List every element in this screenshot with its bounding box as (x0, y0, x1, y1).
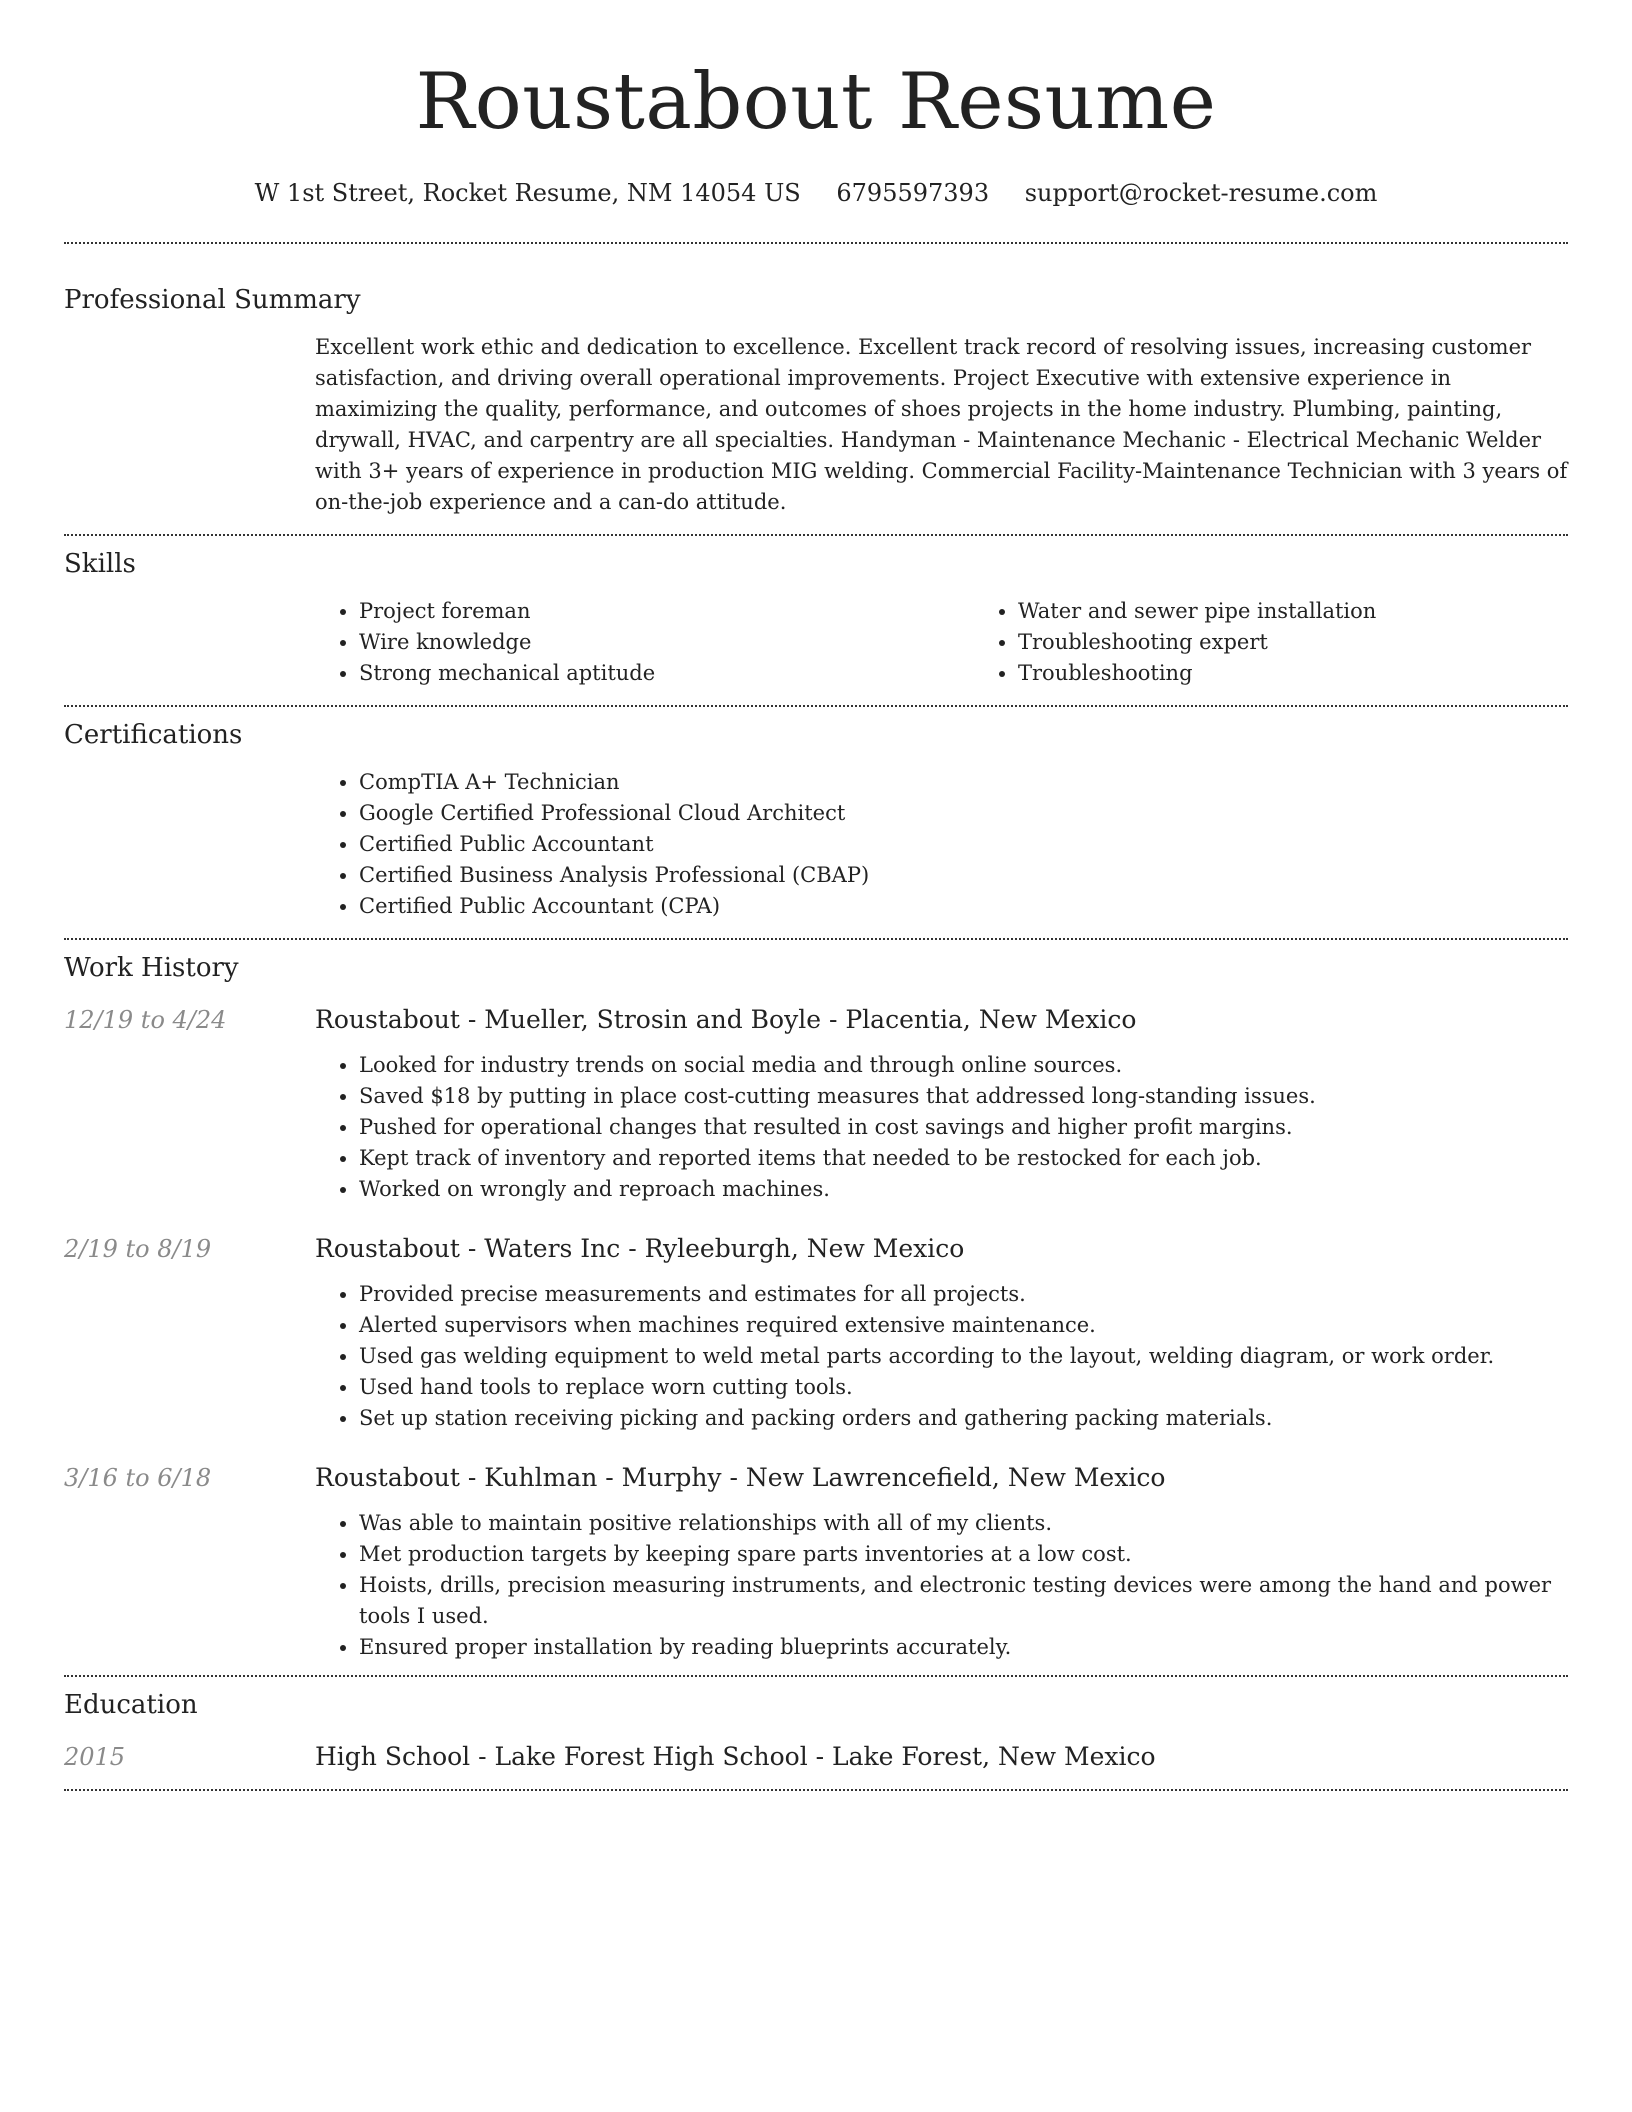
list-item: • Certified Public Accountant (359, 829, 1568, 860)
job-title: Roustabout - Waters Inc - Ryleeburgh, New Mexico (315, 1234, 965, 1263)
list-item: • Certified Public Accountant (CPA) (359, 891, 1568, 922)
list-item: • Certified Business Analysis Professional (CBAP) (359, 860, 1568, 891)
list-item: • Water and sewer pipe installation (1018, 596, 1632, 627)
list-item: • Used gas welding equipment to weld metal parts according to the layout, welding diagram, or work order. (359, 1341, 1568, 1372)
job-dates: 2/19 to 8/19 (64, 1235, 212, 1263)
contact-address: W 1st Street, Rocket Resume, NM 14054 US (254, 179, 801, 207)
list-item: • Troubleshooting expert (1018, 627, 1632, 658)
section-title-summary: Professional Summary (64, 285, 361, 315)
list-item: • Strong mechanical aptitude (359, 658, 974, 689)
list-item: • Provided precise measurements and estimates for all projects. (359, 1279, 1568, 1310)
section-title-work-history: Work History (64, 953, 239, 983)
education-title: High School - Lake Forest High School - Lake Forest, New Mexico (315, 1742, 1156, 1771)
job-body (315, 1460, 1568, 1663)
list-item: • Set up station receiving picking and packing orders and gathering packing materials. (359, 1403, 1568, 1434)
education-body (315, 1739, 1568, 1775)
list-item: • Google Certified Professional Cloud Architect (359, 798, 1568, 829)
list-item: • Looked for industry trends on social media and through online sources. (359, 1050, 1568, 1081)
job-title: Roustabout - Mueller, Strosin and Boyle - Placentia, New Mexico (315, 1005, 1137, 1034)
job-body (315, 1002, 1568, 1205)
summary-text: Excellent work ethic and dedication to excellence. Excellent track record of resolving issues, increasing customer satisfaction, and driving overall operational improvements. Project Executive with extensive experience in maximizing the quality, performance, and outcomes of shoes projects in the home industry. Plumbing, painting, drywall, HVAC, and carpentry are all specialties. Handyman - Maintenance Mechanic - Electrical Mechanic Welder with 3+ years of experience in production MIG welding. Commercial Facility-Maintenance Technician with 3 years of on-the-job experience and a can-do attitude. (315, 335, 1568, 514)
divider (64, 1789, 1568, 1791)
list-item: • Hoists, drills, precision measuring instruments, and electronic testing devices were among the hand and power tools I used. (359, 1570, 1568, 1632)
resume-name: Roustabout Resume (415, 57, 1217, 147)
list-item: • Worked on wrongly and reproach machines. (359, 1174, 1568, 1205)
education-year: 2015 (64, 1743, 126, 1771)
section-title-certifications: Certifications (64, 720, 243, 750)
section-title-education: Education (64, 1690, 198, 1720)
list-item: • Used hand tools to replace worn cutting tools. (359, 1372, 1568, 1403)
list-item: • Ensured proper installation by reading blueprints accurately. (359, 1632, 1568, 1663)
job-body (315, 1231, 1568, 1434)
certifications-list (315, 767, 1568, 922)
certifications-section (64, 707, 1568, 922)
list-item: • Was able to maintain positive relationships with all of my clients. (359, 1508, 1568, 1539)
list-item: • Pushed for operational changes that resulted in cost savings and higher profit margins. (359, 1112, 1568, 1143)
skills-section (64, 536, 1568, 689)
list-item: • Kept track of inventory and reported items that needed to be restocked for each job. (359, 1143, 1568, 1174)
job-entry (64, 1460, 1568, 1663)
job-list (64, 1002, 1568, 1663)
list-item: • Alerted supervisors when machines required extensive maintenance. (359, 1310, 1568, 1341)
job-dates: 12/19 to 4/24 (64, 1006, 227, 1034)
education-section (64, 1677, 1568, 1775)
summary-section (64, 244, 1568, 518)
contact-phone: 6795597393 (836, 179, 990, 207)
list-item: • Met production targets by keeping spare parts inventories at a low cost. (359, 1539, 1568, 1570)
list-item: • Wire knowledge (359, 627, 974, 658)
job-title: Roustabout - Kuhlman - Murphy - New Lawrencefield, New Mexico (315, 1463, 1166, 1492)
skills-list-left (315, 596, 974, 689)
skills-list-right (974, 596, 1632, 689)
list-item: • Troubleshooting (1018, 658, 1632, 689)
job-bullets (315, 1279, 1568, 1434)
section-title-skills: Skills (64, 549, 136, 579)
list-item: • Saved $18 by putting in place cost-cutting measures that addressed long-standing issues. (359, 1081, 1568, 1112)
certifications-list-wrap (315, 767, 1568, 922)
job-entry (64, 1002, 1568, 1205)
list-item: • CompTIA A+ Technician (359, 767, 1568, 798)
contact-line (64, 178, 1568, 208)
job-bullets (315, 1508, 1568, 1663)
education-entry (64, 1739, 1568, 1775)
job-bullets (315, 1050, 1568, 1205)
work-history-section (64, 940, 1568, 1663)
job-entry (64, 1231, 1568, 1434)
list-item: • Project foreman (359, 596, 974, 627)
contact-email: support@rocket-resume.com (1024, 179, 1378, 207)
job-dates: 3/16 to 6/18 (64, 1464, 212, 1492)
skills-columns (315, 596, 1568, 689)
